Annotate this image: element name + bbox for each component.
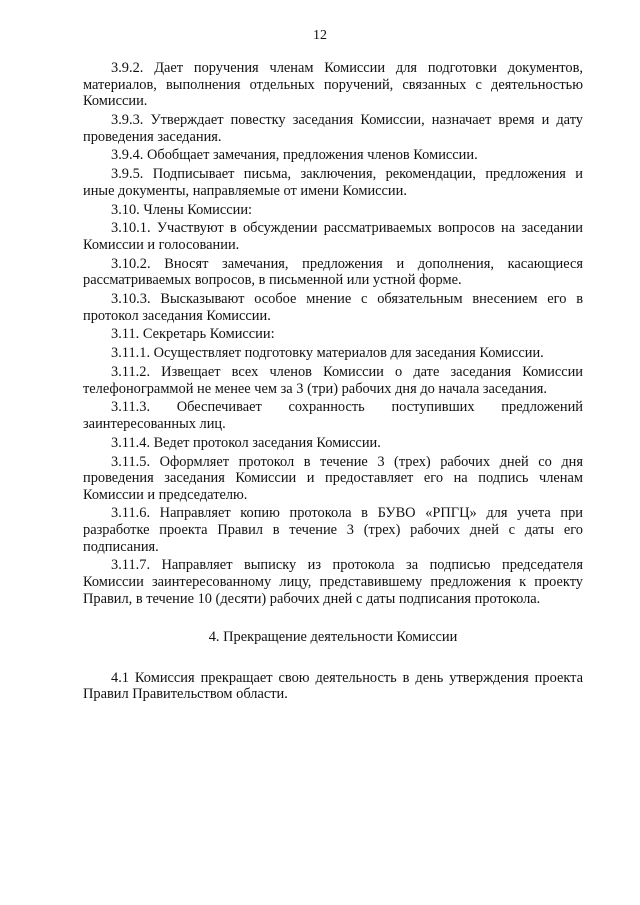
paragraph-3-9-3: 3.9.3. Утверждает повестку заседания Комиссии, назначает время и дату проведения заседания. (83, 111, 583, 145)
paragraph-3-10: 3.10. Члены Комиссии: (111, 201, 253, 218)
document-body (83, 60, 583, 705)
paragraph-3-10-2: 3.10.2. Вносят замечания, предложения и дополнения, касающиеся рассматриваемых вопросов, в письменной или устной форме. (83, 255, 583, 289)
paragraph-3-9-5: 3.9.5. Подписывает письма, заключения, рекомендации, предложения и иные документы, направляемые от имени Комиссии. (83, 166, 583, 199)
paragraph-3-11-5: 3.11.5. Оформляет протокол в течение 3 (трех) рабочих дней со дня проведения заседания Комиссии и предоставляет его на подпись членам Комиссии и председателю. (83, 453, 583, 503)
paragraph-3-11-4: 3.11.4. Ведет протокол заседания Комиссии. (111, 434, 381, 451)
paragraph-3-9-4: 3.9.4. Обобщает замечания, предложения членов Комиссии. (111, 147, 478, 164)
paragraph-3-11-7: 3.11.7. Направляет выписку из протокола за подписью председателя Комиссии заинтересованному лицу, представившему предложения к проекту Правил, в течение 10 (десяти) рабочих дней с даты подписания протокола. (83, 557, 583, 607)
section-heading: 4. Прекращение деятельности Комиссии (208, 629, 458, 646)
paragraph-3-10-1: 3.10.1. Участвуют в обсуждении рассматриваемых вопросов на заседании Комиссии и голосовании. (83, 220, 583, 253)
paragraph-3-10-3: 3.10.3. Высказывают особое мнение с обязательным внесением его в протокол заседания Комиссии. (83, 291, 583, 324)
paragraph-3-11-3: 3.11.3. Обеспечивает сохранность поступивших предложений заинтересованных лиц. (83, 399, 583, 432)
paragraph-3-11-1: 3.11.1. Осуществляет подготовку материалов для заседания Комиссии. (111, 345, 544, 362)
paragraph-3-11-2: 3.11.2. Извещает всех членов Комиссии о дате заседания Комиссии телефонограммой не менее чем за 3 (три) рабочих дня до начала заседания. (83, 363, 583, 397)
paragraph-4-1: 4.1 Комиссия прекращает свою деятельность в день утверждения проекта Правил Правительством области. (83, 669, 583, 703)
paragraph-3-11-6: 3.11.6. Направляет копию протокола в БУВО «РПГЦ» для учета при разработке проекта Правил в течение 3 (трех) рабочих дней с даты его подписания. (83, 505, 583, 555)
paragraph-3-9-2: 3.9.2. Дает поручения членам Комиссии для подготовки документов, материалов, выполнения отдельных поручений, связанных с деятельностью Комиссии. (83, 60, 583, 110)
page-number: 12 (313, 28, 327, 43)
paragraph-3-11: 3.11. Секретарь Комиссии: (111, 326, 275, 343)
